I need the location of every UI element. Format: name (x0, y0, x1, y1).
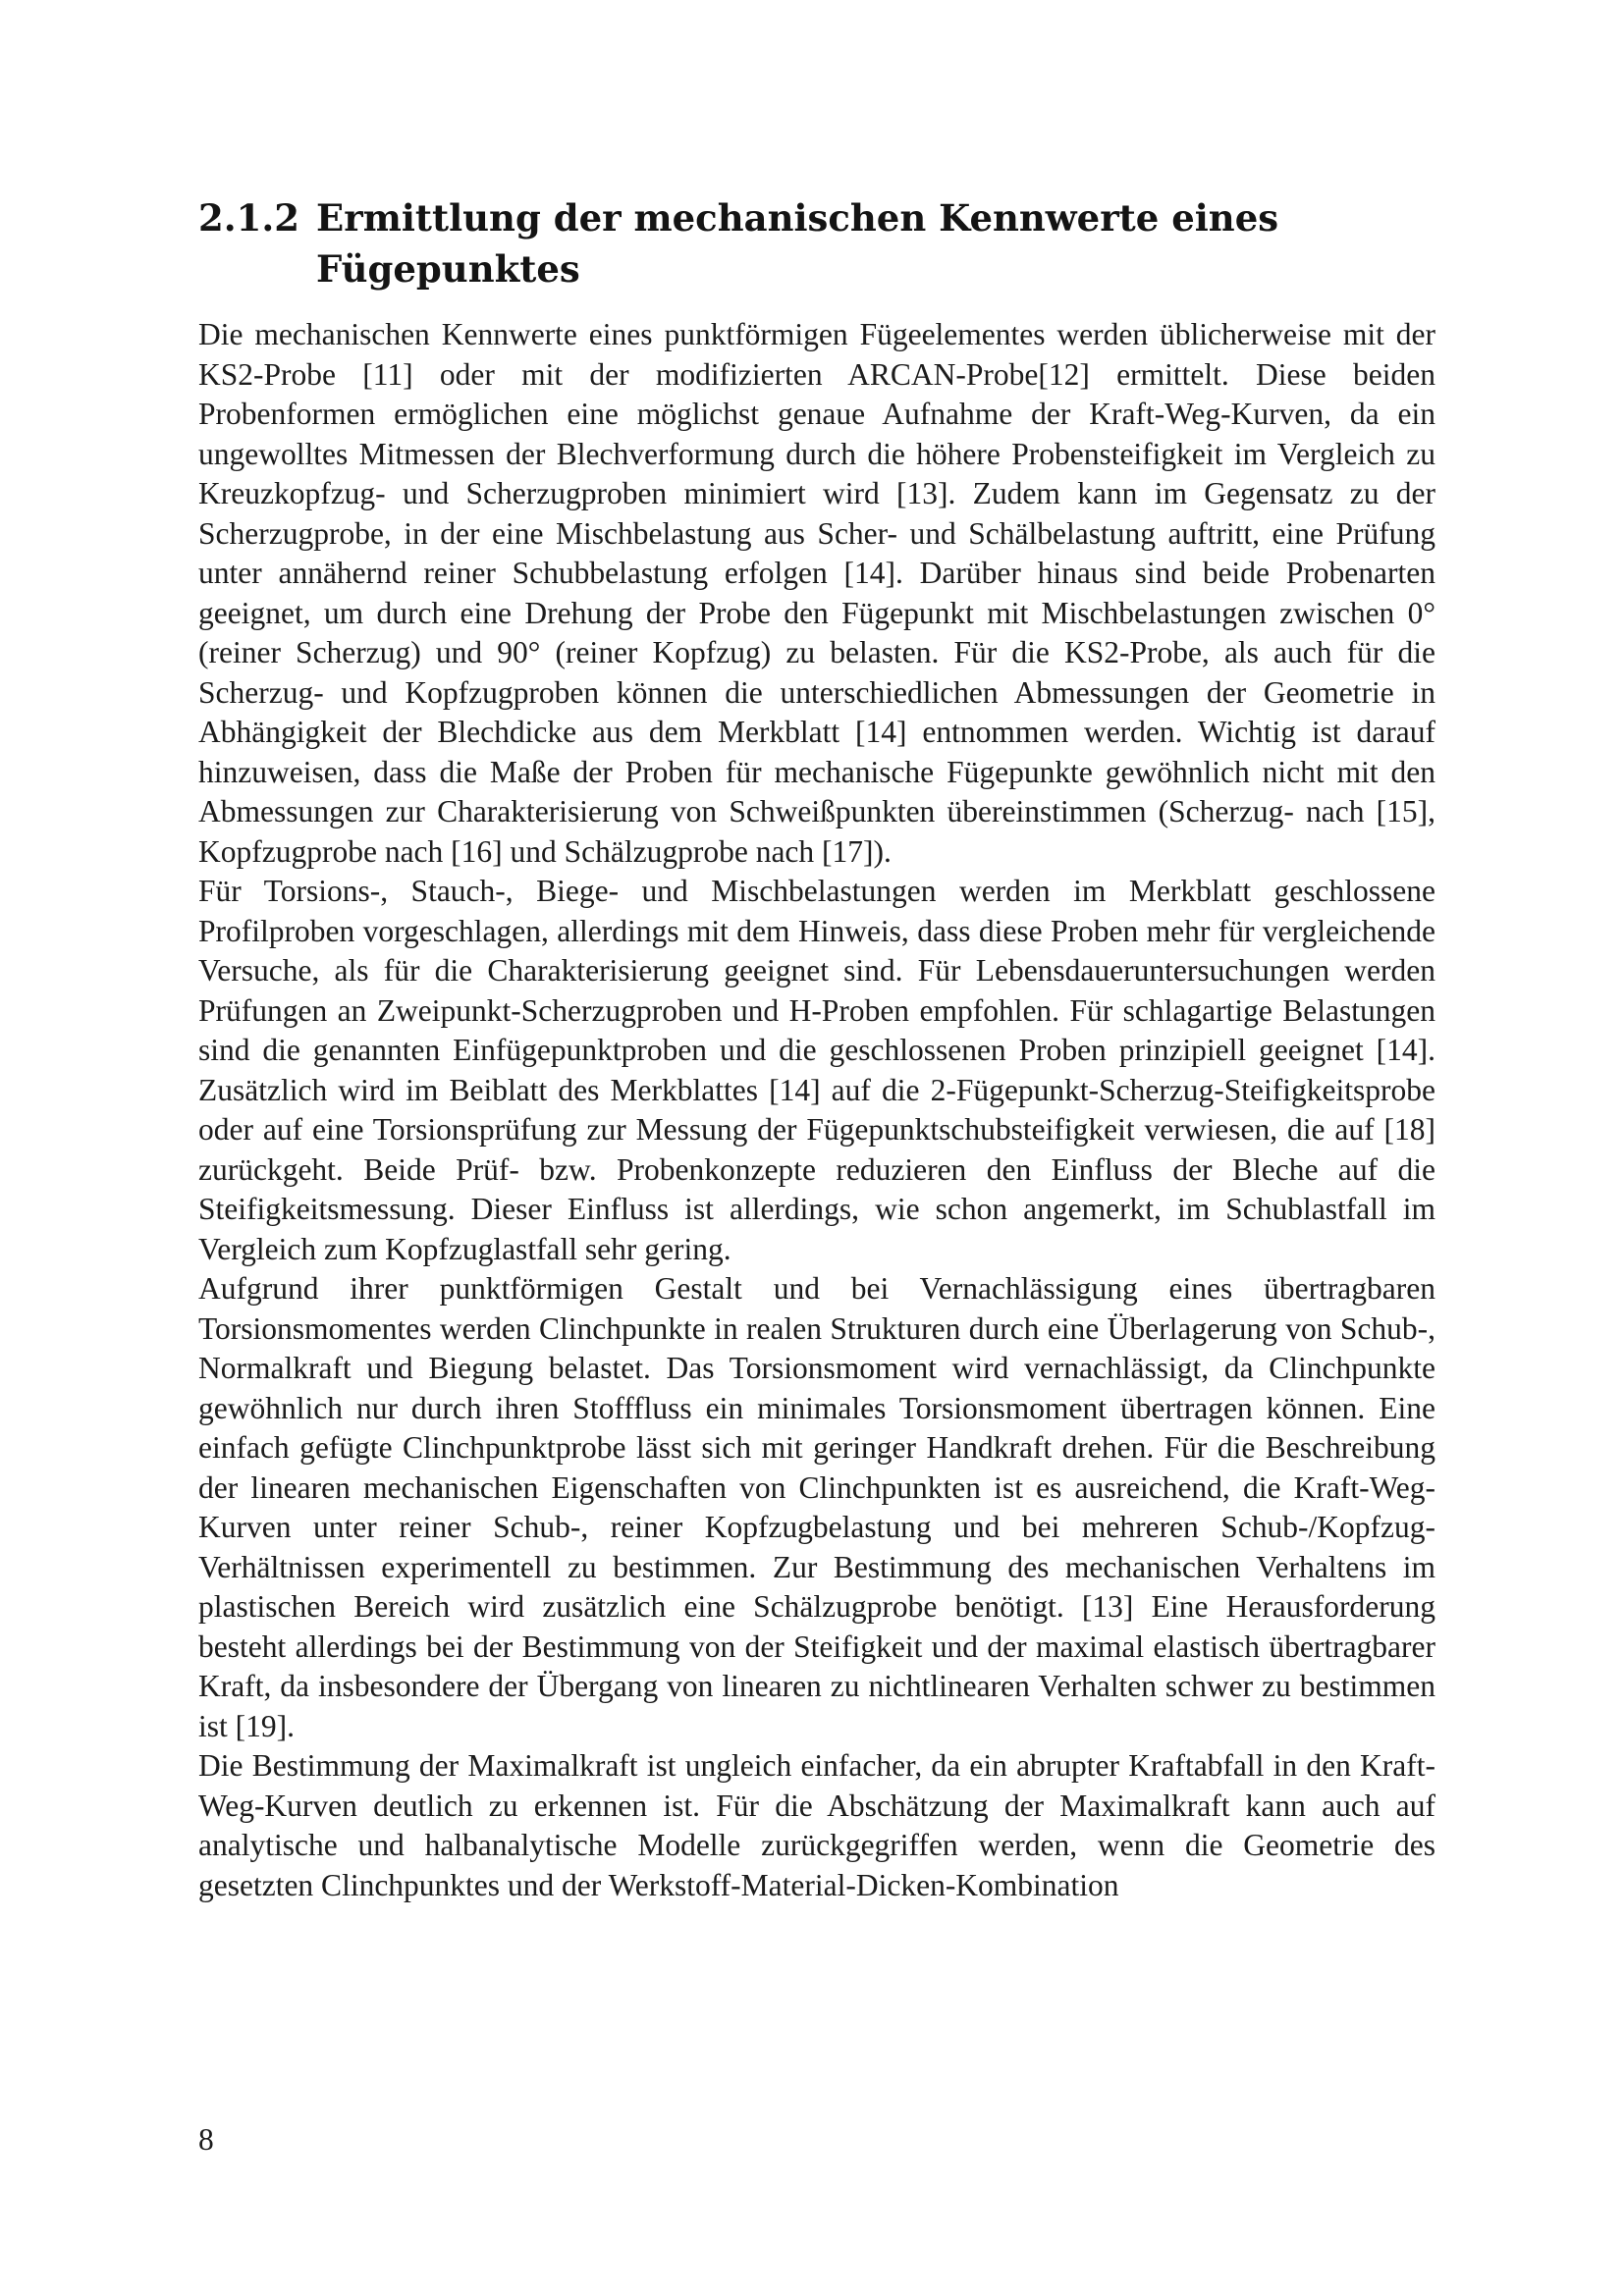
paragraph-1: Die mechanischen Kennwerte eines punktförmigen Fügeelementes werden üblicherweise mit der KS2-Probe [11] oder mit der modifizierten ARCAN-Probe[12] ermittelt. Diese beiden Probenformen ermöglichen eine möglichst genaue Aufnahme der Kraft-Weg-Kurven, da ein ungewolltes Mitmessen der Blechverformung durch die höhere Probensteifigkeit im Vergleich zu Kreuzkopfzug- und Scherzugproben minimiert wird [13]. Zudem kann im Gegensatz zu der Scherzugprobe, in der eine Mischbelastung aus Scher- und Schälbelastung auftritt, eine Prüfung unter annähernd reiner Schubbelastung erfolgen [14]. Darüber hinaus sind beide Probenarten geeignet, um durch eine Drehung der Probe den Fügepunkt mit Mischbelastungen zwischen 0° (reiner Scherzug) und 90° (reiner Kopfzug) zu belasten. Für die KS2-Probe, als auch für die Scherzug- und Kopfzugproben können die unterschiedlichen Abmessungen der Geometrie in Abhängigkeit der Blechdicke aus dem Merkblatt [14] entnommen werden. Wichtig ist darauf hinzuweisen, dass die Maße der Proben für mechanische Fügepunkte gewöhnlich nicht mit den Abmessungen zur Charakterisierung von Schweißpunkten übereinstimmen (Scherzug- nach [15], Kopfzugprobe nach [16] und Schälzugprobe nach [17]). (198, 317, 1435, 869)
section-number: 2.1.2 (198, 196, 299, 240)
body-text (198, 315, 1435, 1905)
paragraph-3: Aufgrund ihrer punktförmigen Gestalt und bei Vernachlässigung eines übertragbaren Torsionsmomentes werden Clinchpunkte in realen Strukturen durch eine Überlagerung von Schub-, Normalkraft und Biegung belastet. Das Torsionsmoment wird vernachlässigt, da Clinchpunkte gewöhnlich nur durch ihren Stofffluss ein minimales Torsionsmoment übertragen können. Eine einfach gefügte Clinchpunktprobe lässt sich mit geringer Handkraft drehen. Für die Beschreibung der linearen mechanischen Eigenschaften von Clinchpunkten ist es ausreichend, die Kraft-Weg-Kurven unter reiner Schub-, reiner Kopfzugbelastung und bei mehreren Schub-/Kopfzug-Verhältnissen experimentell zu bestimmen. Zur Bestimmung des mechanischen Verhaltens im plastischen Bereich wird zusätzlich eine Schälzugprobe benötigt. [13] Eine Herausforderung besteht allerdings bei der Bestimmung von der Steifigkeit und der maximal elastisch übertragbarer Kraft, da insbesondere der Übergang von linearen zu nichtlinearen Verhalten schwer zu bestimmen ist [19]. (198, 1271, 1435, 1743)
page-number: 8 (198, 2122, 214, 2157)
section-title: Ermittlung der mechanischen Kennwerte eines Fügepunktes (316, 196, 1279, 291)
paragraph-2: Für Torsions-, Stauch-, Biege- und Mischbelastungen werden im Merkblatt geschlossene Profilproben vorgeschlagen, allerdings mit dem Hinweis, dass diese Proben mehr für vergleichende Versuche, als für die Charakterisierung geeignet sind. Für Lebensdaueruntersuchungen werden Prüfungen an Zweipunkt-Scherzugproben und H-Proben empfohlen. Für schlagartige Belastungen sind die genannten Einfügepunktproben und die geschlossenen Proben prinzipiell geeignet [14]. Zusätzlich wird im Beiblatt des Merkblattes [14] auf die 2-Fügepunkt-Scherzug-Steifigkeitsprobe oder auf eine Torsionsprüfung zur Messung der Fügepunktschubsteifigkeit verwiesen, die auf [18] zurückgeht. Beide Prüf- bzw. Probenkonzepte reduzieren den Einfluss der Bleche auf die Steifigkeitsmessung. Dieser Einfluss ist allerdings, wie schon angemerkt, im Schublastfall im Vergleich zum Kopfzuglastfall sehr gering. (198, 874, 1435, 1266)
paragraph-4: Die Bestimmung der Maximalkraft ist ungleich einfacher, da ein abrupter Kraftabfall in den Kraft-Weg-Kurven deutlich zu erkennen ist. Für die Abschätzung der Maximalkraft kann auch auf analytische und halbanalytische Modelle zurückgegriffen werden, wenn die Geometrie des gesetzten Clinchpunktes und der Werkstoff-Material-Dicken-Kombination (198, 1748, 1435, 1902)
section-heading (198, 192, 1435, 294)
